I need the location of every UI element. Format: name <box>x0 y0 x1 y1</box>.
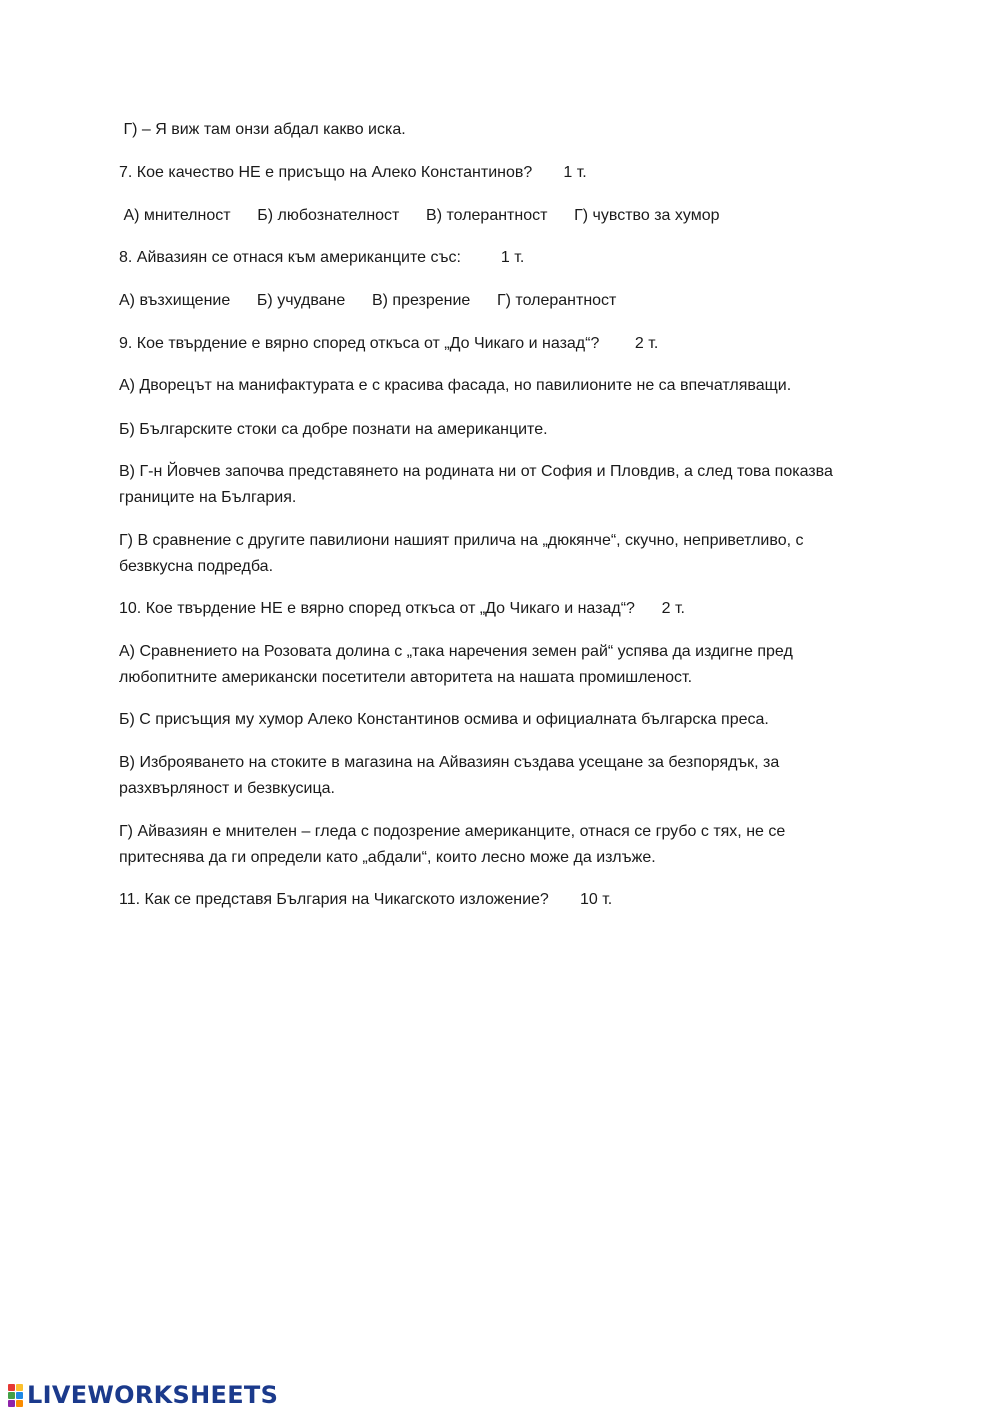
question-10: 10. Кое твърдение НЕ е вярно според откъса от „До Чикаго и назад“? 2 т. <box>119 600 685 617</box>
question-10-option-d: Г) Айвазиян е мнителен – гледа с подозрение американците, отнася се грубо с тях, не се притеснява да ги определи като „абдали“, които лесно може да излъже. <box>119 823 786 866</box>
question-9-option-b: Б) Българските стоки са добре познати на американците. <box>119 421 548 438</box>
answer-line-g-previous: Г) – Я виж там онзи абдал какво иска. <box>119 121 406 138</box>
question-11: 11. Как се представя България на Чикагското изложение? 10 т. <box>119 891 613 908</box>
question-10-option-c: В) Изброяването на стоките в магазина на Айвазиян създава усещане за безпорядък, за разхвърляност и безвкусица. <box>119 754 780 797</box>
liveworksheets-logo <box>8 1380 278 1410</box>
question-9: 9. Кое твърдение е вярно според откъса от „До Чикаго и назад“? 2 т. <box>119 335 659 352</box>
question-9-option-d: Г) В сравнение с другите павилиони нашият прилича на „дюкянче“, скучно, неприветливо, с безвкусна подредба. <box>119 532 804 575</box>
logo-text: LIVEWORKSHEETS <box>27 1381 279 1409</box>
question-10-option-b: Б) С присъщия му хумор Алеко Константинов осмива и официалната българска преса. <box>119 711 769 728</box>
question-7: 7. Кое качество НЕ е присъщо на Алеко Константинов? 1 т. <box>119 164 587 181</box>
question-8-options: А) възхищение Б) учудване В) презрение Г) толерантност <box>119 292 617 309</box>
logo-blocks-icon <box>8 1384 23 1407</box>
question-7-options: А) мнителност Б) любознателност В) толерантност Г) чувство за хумор <box>119 207 720 224</box>
question-9-option-a: А) Дворецът на манифактурата е с красива фасада, но павилионите не са впечатляващи. <box>119 377 792 394</box>
question-8: 8. Айвазиян се отнася към американците със: 1 т. <box>119 249 525 266</box>
question-9-option-c: В) Г-н Йовчев започва представянето на родината ни от София и Пловдив, а след това показва границите на България. <box>119 463 833 506</box>
question-10-option-a: А) Сравнението на Розовата долина с „така наречения земен рай“ успява да издигне пред любопитните американски посетители авторитета на нашата промишленост. <box>119 643 793 686</box>
